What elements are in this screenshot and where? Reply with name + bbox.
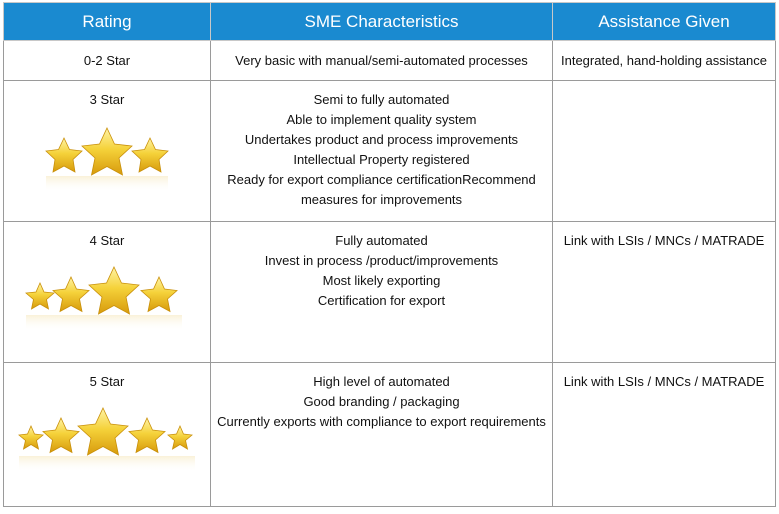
star-icon [141,277,177,312]
assistance-cell [553,41,776,81]
star-icon [26,283,54,309]
characteristics-cell [211,41,553,81]
star-icon [129,418,165,453]
star-icon [89,267,139,314]
star-icon [53,277,89,312]
star-icon [19,426,43,449]
characteristic-line: Certification for export [317,293,446,308]
assistance-text: Link with LSIs / MNCs / MATRADE [563,233,765,248]
characteristics-cell [211,81,553,222]
characteristic-line: Undertakes product and process improvements [244,132,519,147]
table-row [4,41,776,81]
header-row [4,3,776,41]
characteristic-line: Good branding / packaging [303,394,460,409]
star-icon [78,408,128,455]
rating-cell [4,222,211,363]
rating-label: 0-2 Star [83,53,131,68]
star-icon [46,138,82,172]
assistance-text: Integrated, hand-holding assistance [561,53,767,68]
characteristic-line: Very basic with manual/semi-automated processes [235,53,528,68]
characteristic-line: Currently exports with compliance to export requirements [217,414,546,429]
characteristics-cell [211,222,553,363]
five-star-icon [15,396,200,476]
characteristics-cell [211,363,553,507]
table-row [4,81,776,222]
characteristic-line: Intellectual Property registered [293,152,470,167]
four-star-icon [22,255,192,335]
characteristic-line: Fully automated [335,233,428,248]
header-assistance: Assistance Given [553,3,776,41]
assistance-cell [553,222,776,363]
characteristic-line: Ready for export compliance certificationRecommend [227,172,536,187]
star-icon [132,138,168,172]
three-star-icon [42,114,172,194]
characteristic-line: Able to implement quality system [286,112,477,127]
rating-cell [4,41,211,81]
star-icon [168,426,192,449]
assistance-cell [553,81,776,222]
characteristic-line: Most likely exporting [322,273,441,288]
characteristic-line: Invest in process /product/improvements [264,253,499,268]
table-row [4,222,776,363]
assistance-text [553,81,775,90]
rating-table [3,2,776,507]
star-icon [82,128,132,175]
rating-cell [4,363,211,507]
assistance-cell [553,363,776,507]
characteristic-line: High level of automated [313,374,450,389]
characteristic-line: Semi to fully automated [313,92,450,107]
characteristic-line: measures for improvements [300,192,463,207]
header-rating: Rating [4,3,211,41]
table-row [4,363,776,507]
rating-cell [4,81,211,222]
header-characteristics: SME Characteristics [211,3,553,41]
star-icon [43,418,79,453]
assistance-text: Link with LSIs / MNCs / MATRADE [563,374,765,389]
rating-label: 3 Star [89,92,125,107]
rating-label: 5 Star [89,374,125,389]
rating-label: 4 Star [89,233,125,248]
